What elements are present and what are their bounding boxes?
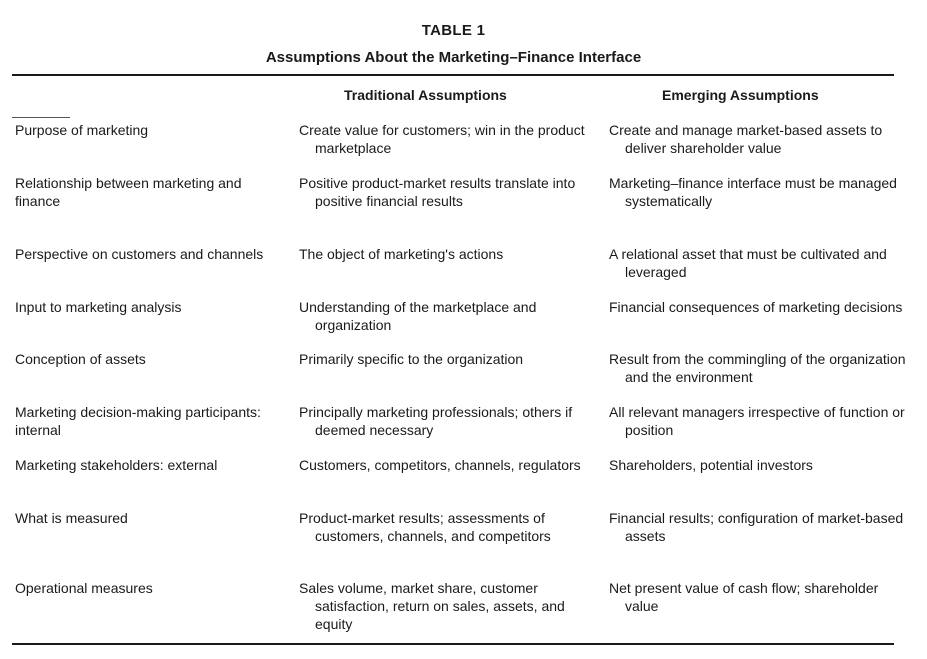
row-emerging: Financial results; configuration of market-based assets [609, 510, 904, 544]
column-header-emerging: Emerging Assumptions [662, 87, 819, 103]
table-number: TABLE 1 [421, 22, 486, 39]
table-top-rule [12, 74, 894, 76]
column-header-traditional: Traditional Assumptions [344, 87, 507, 103]
row-emerging: A relational asset that must be cultivated and leveraged [609, 246, 887, 280]
row-label: Conception of assets [15, 351, 146, 367]
row-emerging: Create and manage market-based assets to deliver shareholder value [609, 122, 883, 156]
row-emerging: Financial consequences of marketing decisions [609, 299, 903, 315]
table-title: Assumptions About the Marketing–Finance Interface [265, 49, 642, 66]
row-label: Marketing stakeholders: external [15, 457, 218, 473]
row-label: Relationship between marketing and finance [15, 175, 242, 209]
row-traditional: Create value for customers; win in the product marketplace [299, 122, 585, 156]
row-traditional: Understanding of the marketplace and organization [299, 299, 537, 333]
row-traditional: Sales volume, market share, customer satisfaction, return on sales, assets, and equity [299, 580, 565, 632]
row-emerging: All relevant managers irrespective of function or position [609, 404, 905, 438]
row-traditional: Product-market results; assessments of customers, channels, and competitors [299, 510, 551, 544]
row-emerging: Marketing–finance interface must be managed systematically [609, 175, 897, 209]
row-label: Input to marketing analysis [15, 299, 182, 315]
table-bottom-rule [12, 643, 894, 645]
row-emerging: Shareholders, potential investors [609, 457, 813, 473]
row-label: What is measured [15, 510, 128, 526]
row-label: Perspective on customers and channels [15, 246, 264, 262]
row-label: Operational measures [15, 580, 153, 596]
row-label: Marketing decision-making participants: internal [15, 404, 261, 438]
row-traditional: The object of marketing's actions [299, 246, 504, 262]
row-emerging: Result from the commingling of the organization and the environment [609, 351, 906, 385]
row-label: Purpose of marketing [15, 122, 149, 138]
row-traditional: Principally marketing professionals; others if deemed necessary [299, 404, 573, 438]
row-emerging: Net present value of cash flow; shareholder value [609, 580, 879, 614]
row-traditional: Positive product-market results translate into positive financial results [299, 175, 576, 209]
row-traditional: Primarily specific to the organization [299, 351, 524, 367]
row-traditional: Customers, competitors, channels, regulators [299, 457, 581, 473]
header-rule [12, 117, 70, 118]
